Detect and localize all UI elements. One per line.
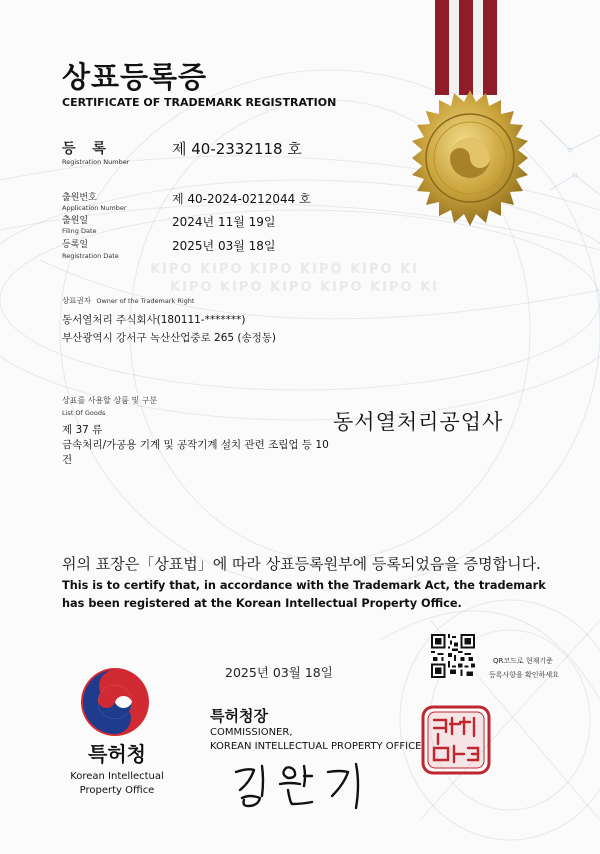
goods-label: 상표를 사용할 상품 및 구분 — [62, 396, 158, 405]
filing-date-label: 출원일 — [62, 216, 89, 226]
registration-date-label-english: Registration Date — [62, 252, 119, 260]
kipo-logo-icon — [78, 665, 152, 739]
goods-class: 제 37 류 — [62, 424, 103, 436]
qr-code-icon[interactable] — [431, 634, 475, 678]
application-label-english: Application Number — [62, 204, 127, 212]
ribbon-gap — [473, 0, 483, 95]
commissioner-english-line2: KOREAN INTELLECTUAL PROPERTY OFFICE — [210, 741, 422, 752]
official-stamp-icon — [420, 704, 492, 776]
ribbon-stripe — [459, 0, 473, 95]
certification-korean: 위의 표장은「상표법」에 따라 상표등록원부에 등록되었음을 증명합니다. — [62, 555, 541, 573]
kipo-watermark: KIPO KIPO KIPO KIPO KIPO KI — [150, 262, 419, 277]
commissioner-signature-icon — [228, 760, 378, 810]
ribbon-stripe — [435, 0, 449, 95]
goods-items: 금속처리/가공용 기계 및 공작기계 설치 관련 조립업 등 10건 — [62, 439, 329, 466]
office-name-korean: 특허청 — [88, 742, 146, 766]
certificate-title-english: CERTIFICATE OF TRADEMARK REGISTRATION — [62, 96, 337, 109]
filing-date: 2024년 11월 19일 — [172, 215, 276, 229]
owner-label-english: Owner of the Trademark Right — [96, 297, 195, 305]
owner-name: 동서열처리 주식회사(180111-*******) — [62, 314, 246, 326]
gold-seal-icon — [400, 88, 540, 228]
registration-label: 등 록 — [62, 141, 112, 157]
office-name-english-line1: Korean Intellectual — [70, 771, 164, 782]
owner-address: 부산광역시 강서구 녹산산업중로 265 (송정동) — [62, 332, 277, 344]
trademark-text: 동서열처리공업사 — [333, 410, 504, 434]
commissioner-english-line1: COMMISSIONER, — [210, 727, 293, 738]
commissioner-title: 특허청장 — [210, 707, 268, 725]
issue-date: 2025년 03월 18일 — [225, 665, 333, 680]
owner-label — [62, 295, 194, 306]
registration-number: 제 40-2332118 호 — [172, 140, 302, 158]
office-name-english-line2: Property Office — [79, 785, 155, 796]
owner-label-korean: 상표권자 — [62, 296, 91, 305]
qr-note-line2: 등록사항을 확인하세요 — [489, 671, 559, 679]
application-number: 제 40-2024-0212044 호 — [172, 192, 311, 206]
certification-english-line2: has been registered at the Korean Intellectual Property Office. — [62, 597, 462, 610]
qr-note-line1: QR코드로 현재기준 — [493, 657, 553, 665]
certification-english-line1: This is to certify that, in accordance with the Trademark Act, the trademark — [62, 579, 546, 592]
filing-date-label-english: Filing Date — [62, 227, 97, 235]
certificate-title: 상표등록증 — [62, 60, 208, 94]
goods-label-english: List Of Goods — [62, 409, 106, 417]
kipo-watermark: KIPO KIPO KIPO KIPO KIPO KI — [170, 280, 439, 295]
registration-date: 2025년 03월 18일 — [172, 239, 276, 253]
registration-date-label: 등록일 — [62, 240, 89, 250]
application-label: 출원번호 — [62, 193, 97, 203]
ribbon-stripe — [483, 0, 497, 95]
ribbon-gap — [449, 0, 459, 95]
registration-label-english: Registration Number — [62, 158, 130, 166]
